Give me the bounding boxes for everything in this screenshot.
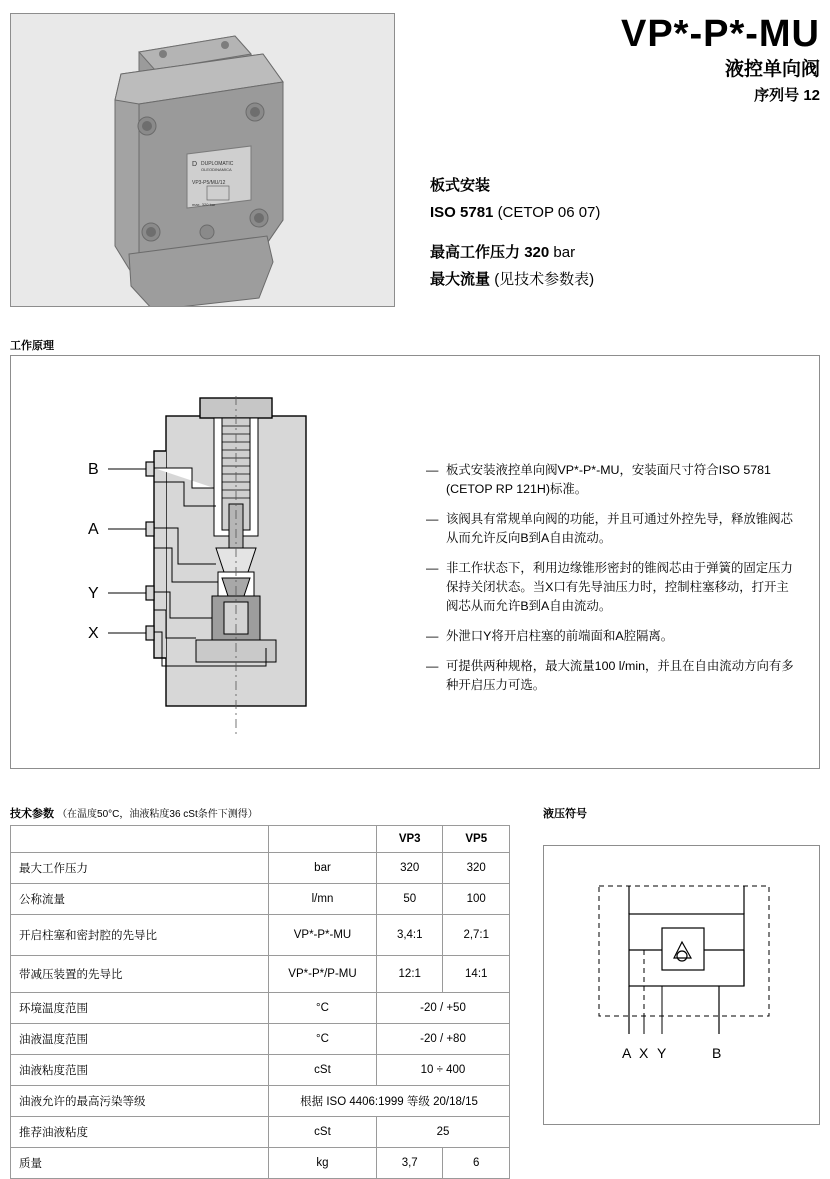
section-label-symbol: 液压符号 [543, 808, 587, 820]
spec-pressure [430, 239, 820, 266]
table-row [11, 853, 510, 884]
table-row [11, 1117, 510, 1148]
nameplate-model: VP3-P5/MU/12 [192, 180, 226, 186]
spec-standard-code: ISO 5781 [430, 204, 494, 221]
row-unit: °C [269, 993, 377, 1024]
spec-standard-rest: (CETOP 06 07) [497, 204, 601, 221]
row-unit: cSt [269, 1117, 377, 1148]
hydraulic-symbol-graphic [544, 846, 819, 1124]
serial-line [420, 84, 820, 108]
header-blank-2 [269, 826, 377, 853]
symbol-port-A: A [622, 1045, 632, 1061]
dash-marker: — [426, 463, 439, 477]
header [0, 0, 830, 318]
row-vp3: 12:1 [376, 956, 442, 993]
dash-marker: — [426, 512, 439, 526]
bullet-text: 可提供两种规格，最大流量100 l/min，并且在自由流动方向有多种开启压力可选。 [446, 659, 794, 692]
table-row [11, 1148, 510, 1179]
port-label-Y: Y [88, 585, 99, 602]
title-block [420, 12, 820, 108]
row-vp5: 320 [443, 853, 510, 884]
row-label: 最大工作压力 [11, 853, 269, 884]
product-subtitle: 液控单向阀 [724, 59, 820, 80]
symbol-port-X: X [639, 1045, 649, 1061]
spec-standard [430, 199, 820, 226]
bullet-text: 非工作状态下，利用边缘锥形密封的锥阀芯由于弹簧的固定压力保持关闭状态。当X口有先导油压力时，控制柱塞移动，打开主阀芯从而允许B到A自由流动。 [446, 561, 793, 613]
spec-flow-label: 最大流量 [430, 271, 491, 288]
row-value-span: -20 / +50 [376, 993, 509, 1024]
port-label-X: X [88, 625, 99, 642]
table-row [11, 993, 510, 1024]
spec-mount: 板式安装 [430, 177, 491, 194]
row-vp3: 3,7 [376, 1148, 442, 1179]
serial-label: 序列号 [754, 87, 800, 104]
row-vp5: 2,7:1 [443, 915, 510, 956]
port-label-B: B [88, 461, 99, 478]
header-vp3: VP3 [376, 826, 442, 853]
port-label-A: A [88, 521, 99, 538]
spec-pressure-value: 320 [524, 244, 550, 261]
row-label: 推荐油液粘度 [11, 1117, 269, 1148]
list-item [426, 559, 796, 616]
dash-marker: — [426, 659, 439, 673]
table-row-header [11, 826, 510, 853]
serial-value: 12 [803, 87, 820, 104]
row-vp3: 3,4:1 [376, 915, 442, 956]
row-label: 油液粘度范围 [11, 1055, 269, 1086]
list-item [426, 627, 796, 646]
spec-pressure-unit: bar [553, 244, 576, 261]
table-row [11, 915, 510, 956]
svg-text:max. 320 bar: max. 320 bar [192, 202, 216, 207]
table-row [11, 1055, 510, 1086]
valve-photo-graphic [11, 14, 394, 306]
page-title: VP*-P*-MU [620, 13, 820, 55]
spec-pressure-label: 最高工作压力 [430, 244, 521, 261]
row-value-span: 10 ÷ 400 [376, 1055, 509, 1086]
row-vp5: 6 [443, 1148, 510, 1179]
bullet-text: 板式安装液控单向阀VP*-P*-MU，安装面尺寸符合ISO 5781 (CETOP RP 121H)标准。 [446, 463, 771, 496]
row-unit: VP*-P*-MU [269, 915, 377, 956]
principle-bullets [426, 461, 796, 706]
row-label: 公称流量 [11, 884, 269, 915]
row-label: 油液温度范围 [11, 1024, 269, 1055]
tech-title: 技术参数 [10, 808, 54, 820]
header-blank-1 [11, 826, 269, 853]
dash-marker: — [426, 561, 439, 575]
row-value-span: 根据 ISO 4406:1999 等级 20/18/15 [269, 1086, 510, 1117]
svg-text:OLEODINAMICA: OLEODINAMICA [201, 167, 232, 172]
principle-box [10, 355, 820, 769]
tech-note: （在温度50°C，油液粘度36 cSt条件下测得） [57, 809, 258, 820]
section-label-principle: 工作原理 [10, 340, 54, 352]
row-unit: l/mn [269, 884, 377, 915]
bullet-text: 外泄口Y将开启柱塞的前端面和A腔隔离。 [446, 629, 674, 643]
svg-text:DUPLOMATIC: DUPLOMATIC [201, 161, 234, 167]
list-item [426, 461, 796, 499]
row-label: 油液允许的最高污染等级 [11, 1086, 269, 1117]
row-vp3: 320 [376, 853, 442, 884]
row-label: 环境温度范围 [11, 993, 269, 1024]
table-row [11, 1086, 510, 1117]
row-label: 质量 [11, 1148, 269, 1179]
header-vp5: VP5 [443, 826, 510, 853]
table-row [11, 1024, 510, 1055]
valve-cross-section-diagram [66, 396, 396, 736]
table-row [11, 956, 510, 993]
svg-text:D: D [192, 161, 198, 168]
row-vp5: 14:1 [443, 956, 510, 993]
list-item [426, 510, 796, 548]
row-vp5: 100 [443, 884, 510, 915]
symbol-port-Y: Y [657, 1045, 667, 1061]
list-item [426, 657, 796, 695]
spec-block [430, 172, 820, 293]
row-label: 带减压装置的先导比 [11, 956, 269, 993]
section-label-tech [10, 805, 258, 821]
product-photo [10, 13, 395, 307]
spec-flow [430, 266, 820, 293]
row-unit: VP*-P*/P-MU [269, 956, 377, 993]
hydraulic-symbol-box [543, 845, 820, 1125]
row-label: 开启柱塞和密封腔的先导比 [11, 915, 269, 956]
row-unit: kg [269, 1148, 377, 1179]
dash-marker: — [426, 629, 439, 643]
spec-flow-rest: (见技术参数表) [494, 271, 595, 288]
row-value-span: -20 / +80 [376, 1024, 509, 1055]
row-unit: bar [269, 853, 377, 884]
bullet-text: 该阀具有常规单向阀的功能，并且可通过外控先导，释放锥阀芯从而允许反向B到A自由流动。 [446, 512, 793, 545]
row-unit: °C [269, 1024, 377, 1055]
row-vp3: 50 [376, 884, 442, 915]
table-row [11, 884, 510, 915]
symbol-port-B: B [712, 1045, 722, 1061]
row-value-span: 25 [376, 1117, 509, 1148]
row-unit: cSt [269, 1055, 377, 1086]
tech-parameters-table [10, 825, 510, 1179]
